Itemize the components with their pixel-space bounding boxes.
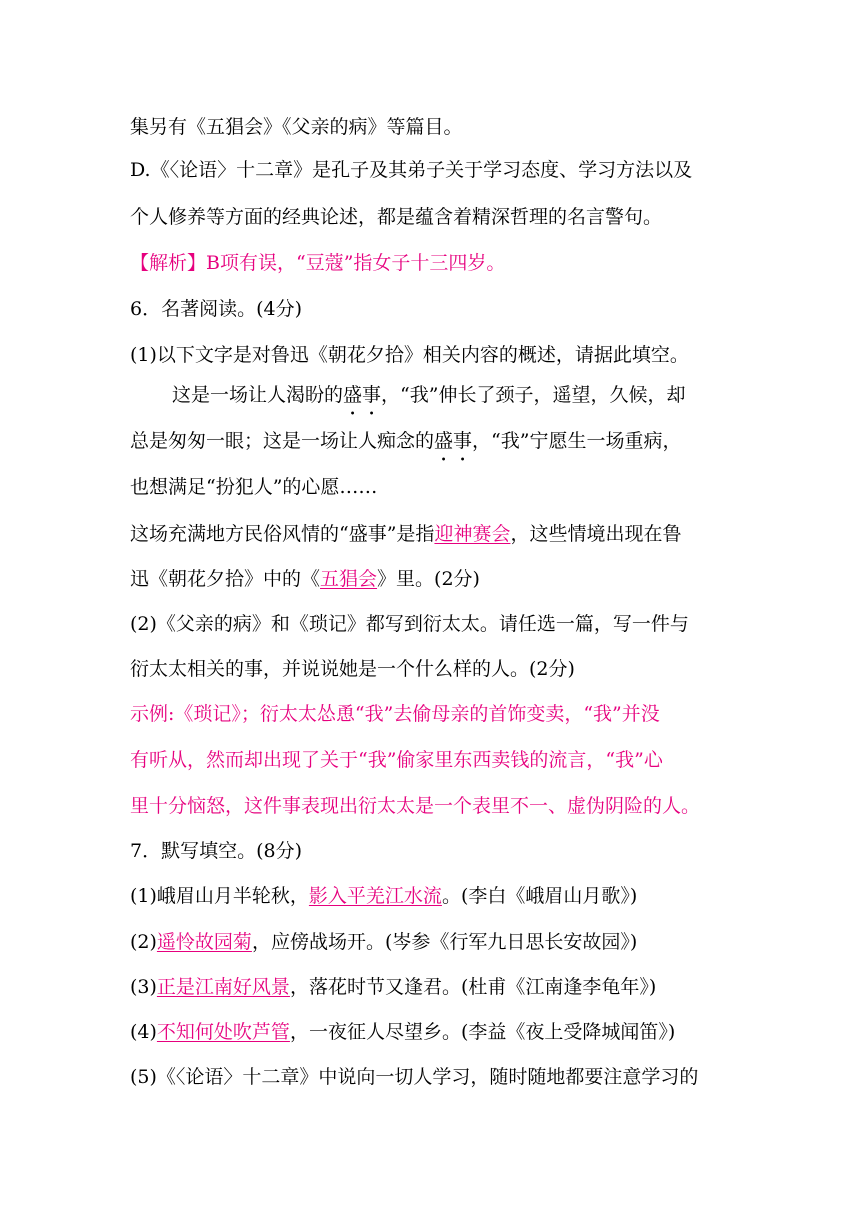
question-text: 》里。(2分): [377, 568, 480, 590]
text-line: 集另有《五猖会》《父亲的病》等篇目。: [130, 116, 463, 138]
question-text: ，落花时节又逢君。(杜甫《江南逢李龟年》): [289, 976, 657, 998]
fill-blank-line: [130, 566, 740, 592]
analysis-text: B项有误，“豆蔻”指女子十三四岁。: [206, 252, 506, 274]
answer-blank: 正是江南好风景: [156, 976, 290, 998]
answer-blank: 遥怜故园菊: [156, 931, 252, 953]
quote-text: 总是匆匆一眼；这是一场让人痴念的: [130, 430, 435, 452]
question-text: (1)峨眉山月半轮秋，: [130, 885, 309, 907]
sample-answer-line: 里十分恼怒，这件事表现出衍太太是一个表里不一、虚伪阴险的人。: [130, 795, 701, 817]
emphasis-char: 事: [453, 430, 473, 452]
analysis-tag: 【解析】: [130, 252, 207, 274]
question-text: ，应傍战场开。(岑参《行军九日思长安故园》): [251, 931, 638, 953]
emphasis-char: 事: [362, 384, 382, 406]
question-text: (2): [130, 931, 157, 953]
question-7-heading: 7．默写填空。(8分): [130, 840, 303, 862]
question-text: ，这些情境出现在鲁: [510, 523, 682, 545]
question-text: 。(李白《峨眉山月歌》): [441, 885, 638, 907]
question-text: 这场充满地方民俗风情的“盛事”是指: [130, 523, 435, 545]
answer-blank: 迎神赛会: [434, 523, 511, 545]
quote-text: ，“我”伸长了颈子，遥望，久候，却: [381, 384, 686, 406]
answer-blank: 五猖会: [320, 568, 378, 590]
question-6-1-prompt: (1)以下文字是对鲁迅《朝花夕拾》相关内容的概述，请据此填空。: [130, 344, 689, 366]
quote-line: [130, 428, 740, 454]
recitation-line: [130, 1019, 740, 1045]
fill-blank-line: [130, 521, 740, 547]
question-6-2-prompt: (2)《父亲的病》和《琐记》都写到衍太太。请任选一篇，写一件与: [130, 613, 689, 635]
quote-line: [172, 382, 740, 408]
analysis-line: [130, 250, 740, 276]
question-6-heading: 6．名著阅读。(4分): [130, 298, 303, 320]
question-6-2-prompt: 衍太太相关的事，并说说她是一个什么样的人。(2分): [130, 658, 575, 680]
quote-text: 这是一场让人渴盼的: [172, 384, 344, 406]
text-line: 个人修养等方面的经典论述，都是蕴含着精深哲理的名言警句。: [130, 206, 663, 228]
recitation-line: (5)《〈论语〉十二章》中说向一切人学习，随时随地都要注意学习的: [130, 1066, 699, 1088]
quote-text: ，“我”宁愿生一场重病，: [472, 430, 682, 452]
question-text: 迅《朝花夕拾》中的《: [130, 568, 321, 590]
recitation-line: [130, 929, 740, 955]
option-d-line: D.《〈论语〉十二章》是孔子及其弟子关于学习态度、学习方法以及: [130, 159, 693, 181]
emphasis-char: 盛: [343, 384, 363, 406]
sample-answer-line: 有听从，然而却出现了关于“我”偷家里东西卖钱的流言，“我”心: [130, 749, 663, 771]
question-text: (4): [130, 1021, 157, 1043]
emphasis-char: 盛: [434, 430, 454, 452]
sample-answer-line: 示例:《琐记》；衍太太怂恿“我”去偷母亲的首饰变卖，“我”并没: [130, 703, 660, 725]
recitation-line: [130, 883, 740, 909]
quote-line: 也想满足“扮犯人”的心愿……: [130, 476, 378, 498]
recitation-line: [130, 974, 740, 1000]
question-text: ，一夜征人尽望乡。(李益《夜上受降城闻笛》): [289, 1021, 676, 1043]
answer-blank: 不知何处吹芦管: [156, 1021, 290, 1043]
question-text: (3): [130, 976, 157, 998]
answer-blank: 影入平羌江水流: [308, 885, 442, 907]
